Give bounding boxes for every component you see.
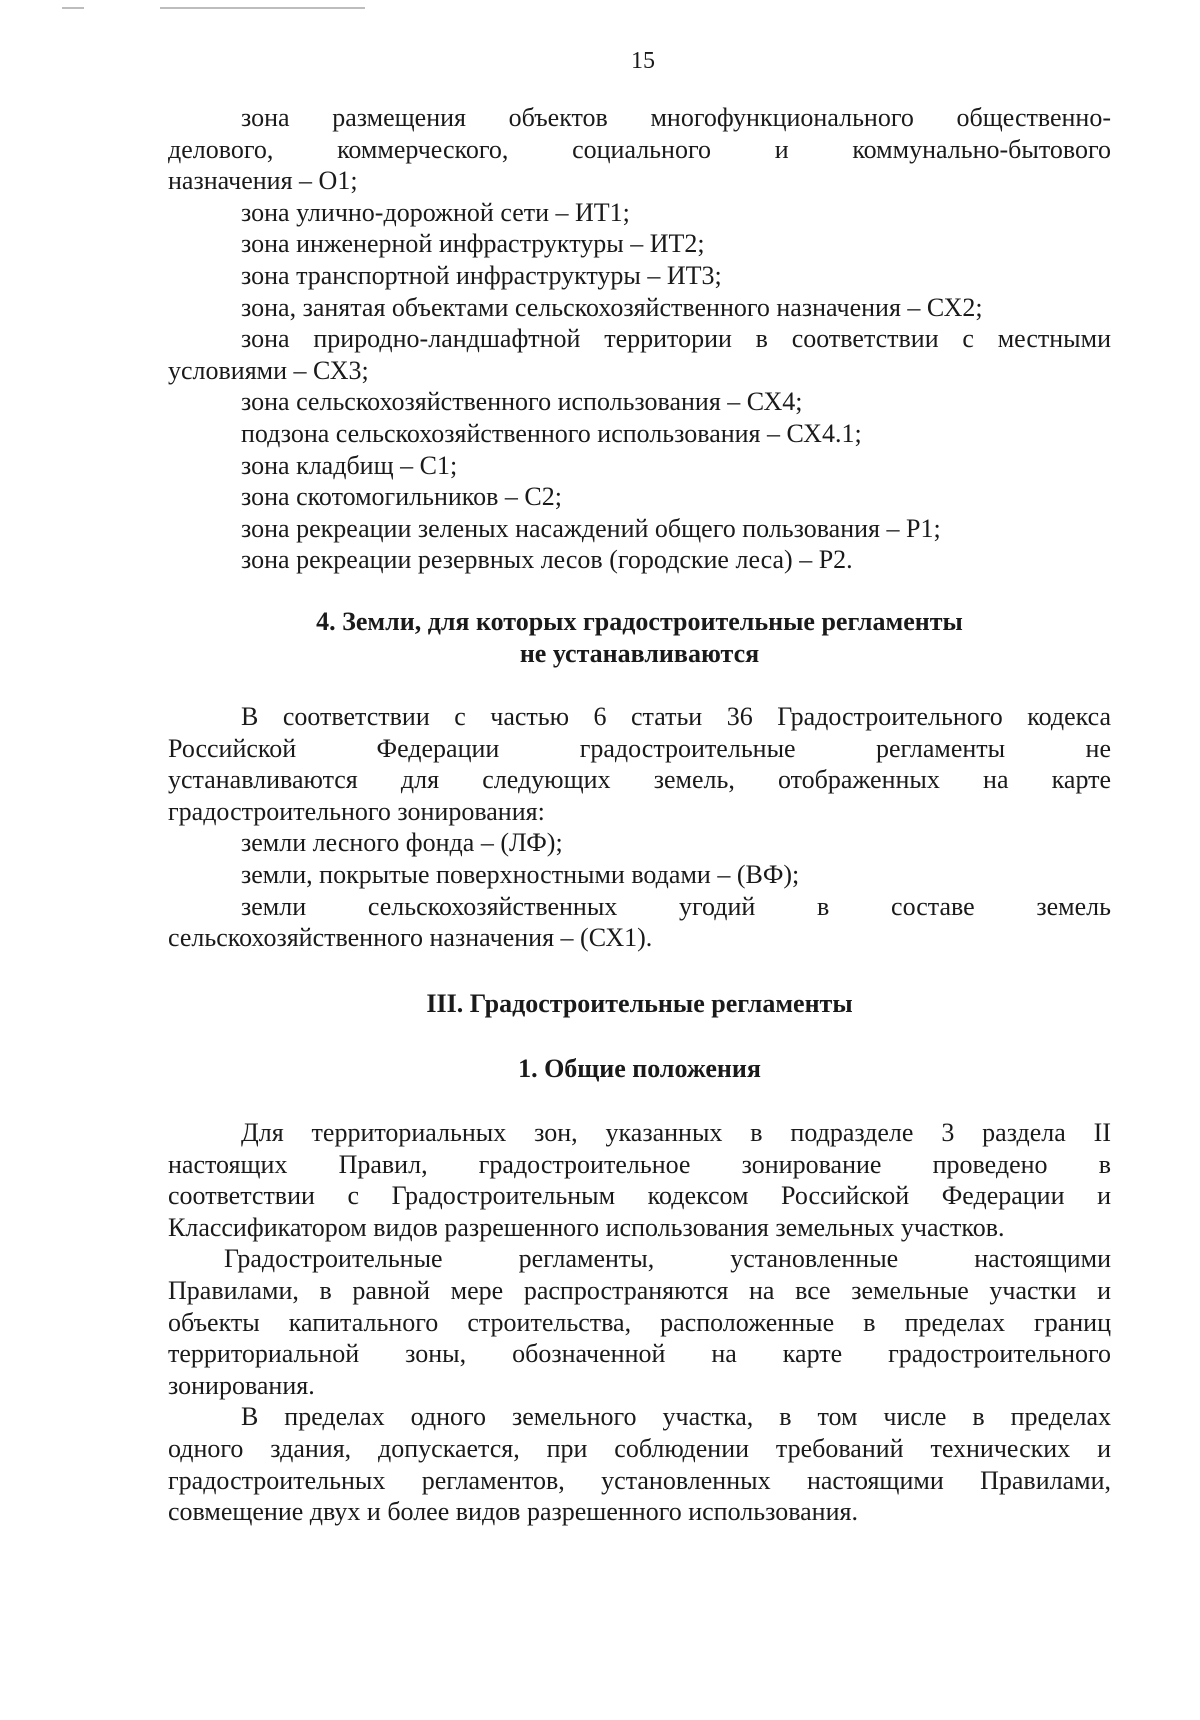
paragraph-2-line-1: Градостроительные регламенты, установленные настоящими [224,1244,1111,1274]
land-sx1-line-1: земли сельскохозяйственных угодий в составе земель [241,891,1111,921]
section-4-intro-line-2: Российской Федерации градостроительные регламенты не [168,733,1111,763]
zone-sx3-line-1: зона природно-ландшафтной территории в соответствии с местными [241,324,1111,354]
scan-artifact-line [62,7,84,9]
zone-c1: зона кладбищ – С1; [241,450,458,480]
zone-it3: зона транспортной инфраструктуры – ИТ3; [241,260,722,290]
paragraph-2-line-3: объекты капитального строительства, расположенные в пределах границ [168,1307,1111,1337]
zone-it1: зона улично-дорожной сети – ИТ1; [241,197,630,227]
zone-sx4-1: подзона сельскохозяйственного использования – СХ4.1; [241,418,862,448]
paragraph-1-line-3: соответствии с Градостроительным кодексом Российской Федерации и [168,1181,1111,1211]
paragraph-1-line-2: настоящих Правил, градостроительное зонирование проведено в [168,1149,1111,1179]
paragraph-1-line-4: Классификатором видов разрешенного использования земельных участков. [168,1212,1005,1242]
scan-artifact-line [160,7,365,9]
zone-p2: зона рекреации резервных лесов (городские леса) – Р2. [241,545,853,575]
zone-o1-line-1: зона размещения объектов многофункционального общественно- [241,103,1111,132]
land-vf: земли, покрытые поверхностными водами – (ВФ); [241,860,800,890]
land-sx1-line-2: сельскохозяйственного назначения – (СХ1). [168,923,653,953]
zone-sx3-line-2: условиями – СХ3; [168,355,369,385]
part-3-heading: III. Градостроительные регламенты [426,988,853,1018]
section-4-intro-line-1: В соответствии с частью 6 статьи 36 Градостроительного кодекса [241,702,1111,732]
section-4-heading-line-2: не устанавливаются [519,638,760,668]
zone-sx2: зона, занятая объектами сельскохозяйственного назначения – СХ2; [241,292,983,322]
zone-sx4: зона сельскохозяйственного использования – СХ4; [241,387,803,417]
subsection-1-heading: 1. Общие положения [518,1054,761,1084]
section-4-intro-line-3: устанавливаются для следующих земель, отображенных на карте [168,765,1111,795]
zone-it2: зона инженерной инфраструктуры – ИТ2; [241,229,705,259]
paragraph-1-line-1: Для территориальных зон, указанных в подразделе 3 раздела II [241,1118,1111,1148]
section-4-heading-line-1: 4. Земли, для которых градостроительные регламенты [316,606,963,636]
paragraph-3-line-4: совмещение двух и более видов разрешенного использования. [168,1497,858,1527]
paragraph-3-line-3: градостроительных регламентов, установленных настоящими Правилами, [168,1465,1111,1495]
zone-c2: зона скотомогильников – С2; [241,482,562,512]
paragraph-2-line-4: территориальной зоны, обозначенной на карте градостроительного [168,1339,1111,1369]
paragraph-2-line-2: Правилами, в равной мере распространяются на все земельные участки и [168,1276,1111,1305]
zone-o1-line-2: делового, коммерческого, социального и коммунально-бытового [168,134,1111,164]
land-lf: земли лесного фонда – (ЛФ); [241,828,563,858]
paragraph-3-line-2: одного здания, допускается, при соблюдении требований технических и [168,1433,1111,1463]
zone-o1-line-3: назначения – О1; [168,166,358,196]
page-number: 15 [631,48,655,74]
zone-p1: зона рекреации зеленых насаждений общего пользования – Р1; [241,513,941,543]
document-body [168,102,1111,1528]
paragraph-2-line-5: зонирования. [168,1370,315,1400]
paragraph-3-line-1: В пределах одного земельного участка, в том числе в пределах [241,1402,1111,1432]
section-4-intro-line-4: градостроительного зонирования: [168,796,545,826]
